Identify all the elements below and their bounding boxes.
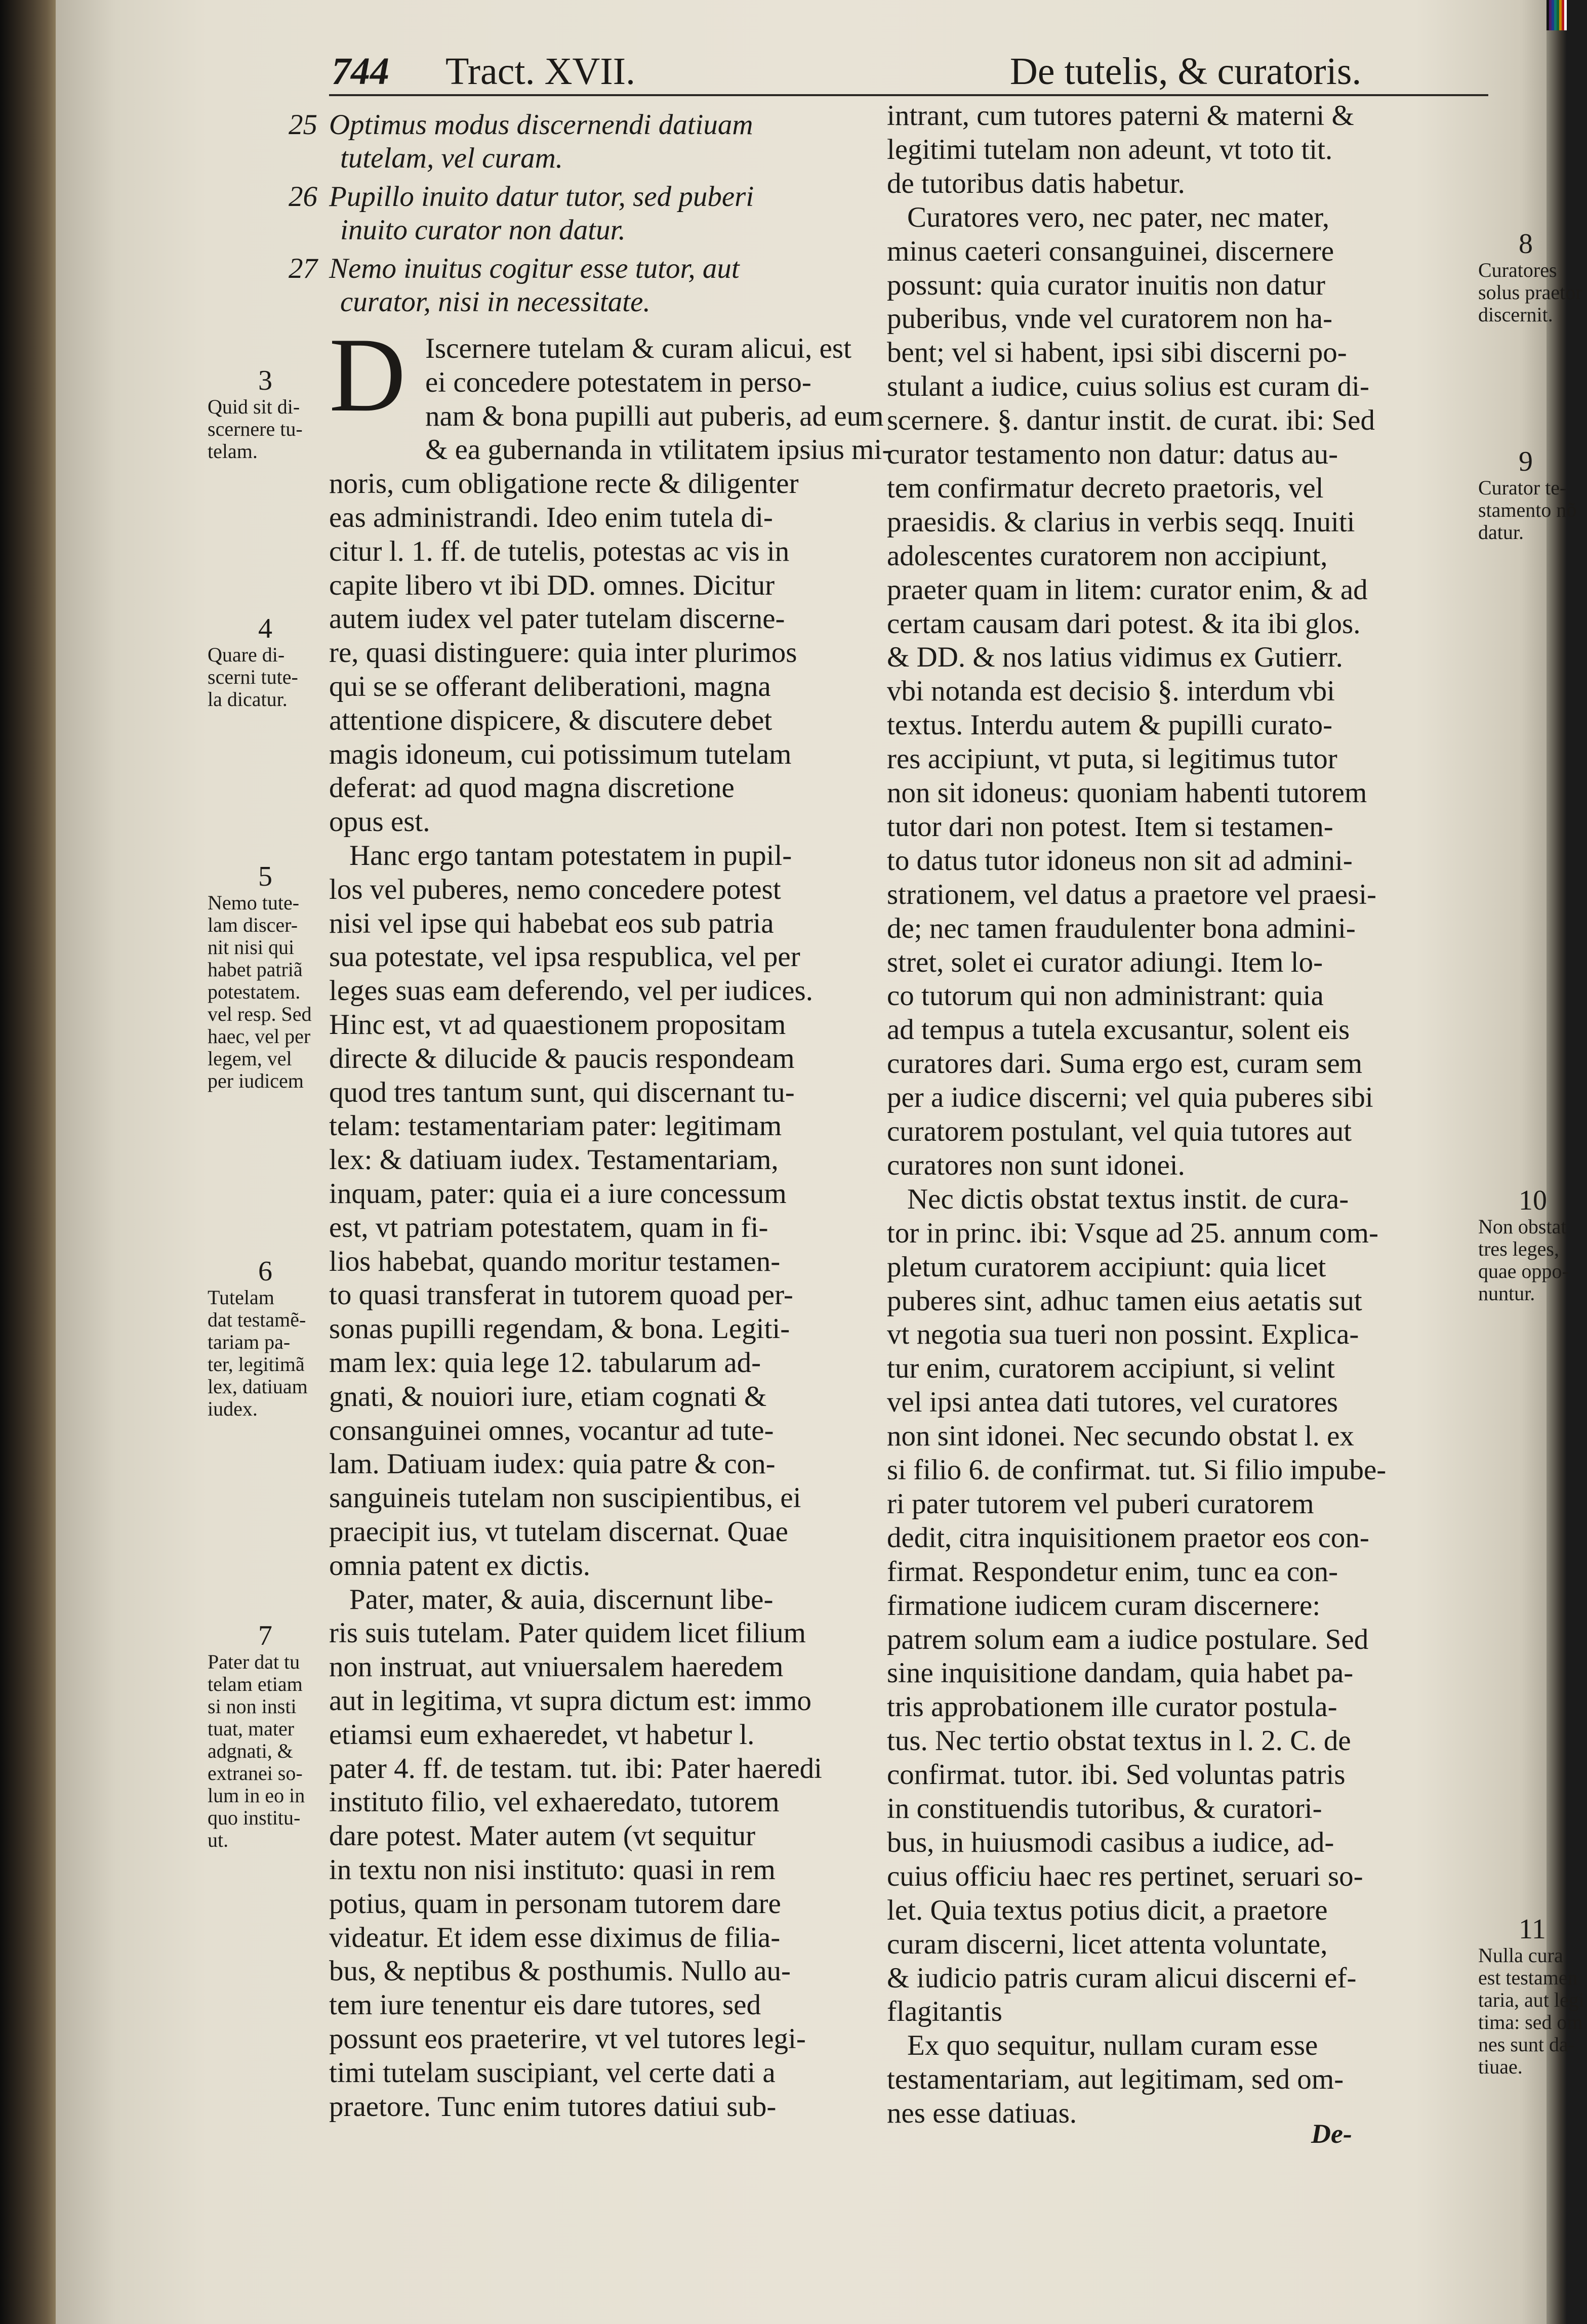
body-line: Hinc est, vt ad quaestionem propositam bbox=[329, 1009, 786, 1041]
body-line: ris suis tutelam. Pater quidem licet filium bbox=[329, 1617, 806, 1649]
margin-note-text bbox=[1478, 1216, 1569, 1305]
margin-note-line: potestatem. bbox=[208, 980, 301, 1003]
book-binding bbox=[0, 0, 56, 2324]
body-line: tus. Nec tertio obstat textus in l. 2. C. de bbox=[887, 1725, 1351, 1757]
body-line: intrant, cum tutores paterni & materni & bbox=[887, 100, 1354, 132]
summary-line: inuito curator non datur. bbox=[340, 214, 626, 246]
body-line: lam. Datiuam iudex: quia patre & con- bbox=[329, 1448, 776, 1480]
body-line: possunt: quia curator inuitis non datur bbox=[887, 269, 1325, 301]
body-line: citur l. 1. ff. de tutelis, potestas ac vis in bbox=[329, 535, 790, 567]
body-line: lios habebat, quando moritur testamen- bbox=[329, 1245, 781, 1277]
body-line: ri pater tutorem vel puberi curatorem bbox=[887, 1487, 1314, 1520]
body-line: non sint idonei. Nec secundo obstat l. ex bbox=[887, 1420, 1354, 1452]
margin-note-line: legem, vel bbox=[208, 1047, 292, 1070]
body-line: sanguineis tutelam non suscipientibus, ei bbox=[329, 1482, 801, 1514]
color-strip bbox=[1547, 0, 1567, 30]
margin-note-line: habet patriã bbox=[208, 958, 303, 981]
body-line: nam & bona pupilli aut puberis, ad eum bbox=[425, 400, 884, 432]
margin-note-text bbox=[1478, 1944, 1584, 2078]
drop-cap-initial: D bbox=[329, 316, 406, 434]
margin-note-line: Nulla cura bbox=[1478, 1944, 1563, 1967]
body-line: videatur. Et idem esse diximus de filia- bbox=[329, 1921, 781, 1954]
margin-note-line: stamento nõ bbox=[1478, 499, 1577, 521]
margin-note-number: 8 bbox=[1519, 228, 1533, 260]
body-line: ad tempus a tutela excusantur, solent eis bbox=[887, 1014, 1350, 1046]
margin-note-line: si non insti bbox=[208, 1695, 297, 1718]
margin-note-line: la dicatur. bbox=[208, 688, 288, 711]
margin-note-line: extranei so- bbox=[208, 1762, 303, 1784]
margin-note-line: dat testamẽ- bbox=[208, 1308, 306, 1331]
body-line: inquam, pater: quia ei a iure concessum bbox=[329, 1178, 787, 1210]
body-line: si filio 6. de confirmat. tut. Si filio impube- bbox=[887, 1454, 1387, 1486]
color-swatch bbox=[1564, 0, 1567, 30]
body-line: Pater, mater, & auia, discernunt libe- bbox=[349, 1583, 774, 1615]
body-line: possunt eos praeterire, vt vel tutores legi- bbox=[329, 2023, 806, 2055]
body-line: praecipit ius, vt tutelam discernat. Quae bbox=[329, 1516, 788, 1548]
summary-line: Optimus modus discernendi datiuam bbox=[329, 109, 753, 141]
body-line: curam discerni, licet attenta voluntate, bbox=[887, 1928, 1328, 1960]
margin-note-line: nes sunt da- bbox=[1478, 2033, 1575, 2056]
tractatus-heading: Tract. XVII. bbox=[445, 50, 636, 93]
body-line: qui se se offerant deliberationi, magna bbox=[329, 671, 771, 702]
margin-note-line: ut. bbox=[208, 1829, 229, 1851]
body-line: tor in princ. ibi: Vsque ad 25. annum com- bbox=[887, 1217, 1378, 1249]
body-line: dedit, citra inquisitionem praetor eos con- bbox=[887, 1521, 1369, 1554]
body-line: deferat: ad quod magna discretione bbox=[329, 772, 735, 804]
margin-note-line: lam discer- bbox=[208, 914, 298, 936]
summary-line: Pupillo inuito datur tutor, sed puberi bbox=[329, 181, 754, 213]
body-line: opus est. bbox=[329, 806, 430, 838]
body-line: to quasi transferat in tutorem quoad per- bbox=[329, 1279, 793, 1311]
body-line: vbi notanda est decisio §. interdum vbi bbox=[887, 675, 1335, 708]
margin-note-line: solus praetor bbox=[1478, 281, 1582, 304]
body-line: de tutoribus datis habetur. bbox=[887, 167, 1185, 199]
margin-note-text bbox=[208, 644, 298, 711]
body-line: & DD. & nos latius vidimus ex Gutierr. bbox=[887, 641, 1343, 674]
body-line: in constituendis tutoribus, & curatori- bbox=[887, 1793, 1322, 1824]
body-line: Ex quo sequitur, nullam curam esse bbox=[907, 2029, 1318, 2062]
body-line: vel ipsi antea dati tutores, vel curatores bbox=[887, 1386, 1338, 1419]
header-rule bbox=[329, 94, 1488, 96]
margin-note-text bbox=[1478, 477, 1576, 544]
page-number: 744 bbox=[332, 50, 389, 93]
body-line: magis idoneum, cui potissimum tutelam bbox=[329, 738, 792, 770]
body-line: pletum curatorem accipiunt: quia licet bbox=[887, 1251, 1326, 1283]
body-line: pater 4. ff. de testam. tut. ibi: Pater haeredi bbox=[329, 1752, 822, 1784]
margin-note-number: 6 bbox=[258, 1256, 272, 1287]
body-line: potius, quam in personam tutorem dare bbox=[329, 1887, 781, 1920]
left-column bbox=[289, 99, 962, 2124]
body-line: tem iure tenentur eis dare tutores, sed bbox=[329, 1989, 761, 2021]
margin-note-line: Curatores bbox=[1478, 259, 1557, 281]
margin-note-line: scerni tute- bbox=[208, 666, 298, 688]
body-line: praeter quam in litem: curator enim, & ad bbox=[887, 573, 1368, 606]
margin-note-number: 3 bbox=[258, 365, 272, 396]
margin-note-line: Quare di- bbox=[208, 643, 285, 666]
body-line: eas administrandi. Ideo enim tutela di- bbox=[329, 502, 773, 533]
body-line: patrem solum eam a iudice postulare. Sed bbox=[887, 1623, 1369, 1655]
margin-note-text bbox=[208, 396, 303, 463]
summary-number: 26 bbox=[289, 181, 317, 213]
body-line: bent; vel si habent, ipsi sibi discerni po- bbox=[887, 337, 1347, 369]
margin-note-line: est testamen bbox=[1478, 1966, 1578, 1989]
body-line: cuius officiu haec res pertinet, seruari so- bbox=[887, 1860, 1363, 1892]
margin-note-text bbox=[208, 1286, 308, 1420]
body-line: Curatores vero, nec pater, nec mater, bbox=[907, 201, 1330, 233]
margin-note-number: 9 bbox=[1519, 446, 1533, 477]
margin-note-line: quo institu- bbox=[208, 1806, 301, 1829]
body-line: aut in legitima, vt supra dictum est: immo bbox=[329, 1685, 812, 1717]
body-line: tur enim, curatorem accipiunt, si velint bbox=[887, 1352, 1335, 1385]
body-line: noris, cum obligatione recte & diligenter bbox=[329, 468, 799, 500]
margin-note-number: 7 bbox=[258, 1620, 272, 1651]
body-line: sonas pupilli regendam, & bona. Legiti- bbox=[329, 1313, 790, 1345]
margin-note-line: Nemo tute- bbox=[208, 891, 300, 914]
margin-note-line: haec, vel per bbox=[208, 1025, 311, 1048]
margin-note-number: 10 bbox=[1519, 1185, 1547, 1216]
margin-note-line: adgnati, & bbox=[208, 1739, 293, 1762]
margin-note-line: nuntur. bbox=[1478, 1282, 1535, 1305]
body-line: autem iudex vel pater tutelam discerne- bbox=[329, 603, 785, 635]
body-line: non sit idoneus: quoniam habenti tutorem bbox=[887, 777, 1367, 809]
body-line: curatores non sunt idonei. bbox=[887, 1149, 1185, 1181]
body-line: bus, in huiusmodi casibus a iudice, ad- bbox=[887, 1826, 1334, 1858]
margin-note-line: Curator te- bbox=[1478, 476, 1567, 499]
summary-line: curator, nisi in necessitate. bbox=[340, 286, 650, 318]
margin-note-line: lum in eo in bbox=[208, 1784, 305, 1807]
body-line: etiamsi eum exhaeredet, vt habetur l. bbox=[329, 1718, 755, 1751]
body-line: flagitantis bbox=[887, 1996, 1002, 2028]
body-line: mam lex: quia lege 12. tabularum ad- bbox=[329, 1347, 761, 1379]
margin-note-line: telam etiam bbox=[208, 1673, 303, 1695]
body-line: per a iudice discerni; vel quia puberes sibi bbox=[887, 1082, 1373, 1114]
body-line: dare potest. Mater autem (vt sequitur bbox=[329, 1820, 756, 1852]
margin-note-line: tres leges, bbox=[1478, 1237, 1559, 1260]
summary-line: tutelam, vel curam. bbox=[340, 142, 563, 174]
body-line: leges suas eam deferendo, vel per iudices. bbox=[329, 975, 813, 1007]
body-line: attentione dispicere, & discutere debet bbox=[329, 704, 772, 736]
body-line: de; nec tamen fraudulenter bona admini- bbox=[887, 912, 1356, 944]
body-line: puberibus, vnde vel curatorem non ha- bbox=[887, 303, 1333, 335]
margin-note-line: Quid sit di- bbox=[208, 395, 300, 418]
margin-note-line: ter, legitimã bbox=[208, 1353, 305, 1376]
margin-note-line: Non obstat bbox=[1478, 1215, 1567, 1238]
margin-note-number: 11 bbox=[1519, 1914, 1546, 1945]
body-line: est, vt patriam potestatem, quam in fi- bbox=[329, 1211, 768, 1243]
margin-note-line: discernit. bbox=[1478, 303, 1553, 326]
body-line: in textu non nisi instituto: quasi in rem bbox=[329, 1854, 776, 1886]
margin-note-text bbox=[208, 1651, 305, 1851]
body-line: nes esse datiuas. bbox=[887, 2097, 1077, 2130]
body-line: lex: & datiuam iudex. Testamentariam, bbox=[329, 1144, 779, 1176]
summary-line: Nemo inuitus cogitur esse tutor, aut bbox=[329, 253, 740, 284]
body-line: Hanc ergo tantam potestatem in pupil- bbox=[349, 840, 792, 872]
margin-note-line: tuat, mater bbox=[208, 1717, 295, 1740]
body-line: legitimi tutelam non adeunt, vt toto tit. bbox=[887, 133, 1333, 165]
body-line: stulant a iudice, cuius solius est curam di- bbox=[887, 370, 1369, 403]
margin-note-line: iudex. bbox=[208, 1397, 258, 1420]
body-line: Iscernere tutelam & curam alicui, est bbox=[425, 333, 851, 364]
body-line: adolescentes curatorem non accipiunt, bbox=[887, 540, 1328, 572]
right-column bbox=[887, 99, 1479, 2275]
body-line: strationem, vel datus a praetore vel praesi- bbox=[887, 878, 1377, 910]
running-title: De tutelis, & curatoris. bbox=[1010, 50, 1362, 93]
body-line: praetore. Tunc enim tutores datiui sub- bbox=[329, 2090, 777, 2123]
margin-note-line: telam. bbox=[208, 440, 258, 463]
margin-note-number: 5 bbox=[258, 861, 272, 892]
body-line: gnati, & nouiori iure, etiam cognati & bbox=[329, 1380, 767, 1413]
margin-note-text bbox=[1478, 259, 1582, 326]
body-line: & ea gubernanda in vtilitatem ipsius mi- bbox=[425, 434, 892, 466]
book-page bbox=[56, 0, 1584, 2324]
body-line: curator testamento non datur: datus au- bbox=[887, 438, 1338, 470]
body-line: non instruat, aut vniuersalem haeredem bbox=[329, 1651, 784, 1683]
margin-note-line: tima: sed om bbox=[1478, 2011, 1583, 2034]
margin-note-line: datur. bbox=[1478, 521, 1524, 544]
body-line: vt negotia sua tueri non possint. Explica- bbox=[887, 1318, 1359, 1351]
body-line: sua potestate, vel ipsa respublica, vel per bbox=[329, 941, 800, 973]
margin-note-text bbox=[208, 892, 312, 1092]
margin-note-line: vel resp. Sed bbox=[208, 1003, 312, 1025]
body-line: curatores dari. Suma ergo est, curam sem bbox=[887, 1048, 1363, 1080]
margin-note-line: nit nisi qui bbox=[208, 936, 295, 959]
margin-note-line: lex, datiuam bbox=[208, 1375, 308, 1398]
body-line: curatorem postulant, vel quia tutores aut bbox=[887, 1115, 1352, 1147]
body-line: minus caeteri consanguinei, discernere bbox=[887, 235, 1334, 267]
body-line: nisi vel ipse qui habebat eos sub patria bbox=[329, 907, 774, 939]
body-line: scernere. §. dantur instit. de curat. ibi: Sed bbox=[887, 404, 1375, 437]
margin-note-line: Tutelam bbox=[208, 1286, 274, 1309]
body-line: textus. Interdu autem & pupilli curato- bbox=[887, 709, 1333, 741]
body-line: sine inquisitione dandam, quia habet pa- bbox=[887, 1657, 1354, 1689]
body-line: bus, & neptibus & posthumis. Nullo au- bbox=[329, 1955, 791, 1987]
margin-note-line: Pater dat tu bbox=[208, 1650, 300, 1673]
body-line: instituto filio, vel exhaeredato, tutorem bbox=[329, 1786, 780, 1818]
body-line: re, quasi distinguere: quia inter plurimos bbox=[329, 637, 797, 669]
body-line: consanguinei omnes, vocantur ad tute- bbox=[329, 1414, 774, 1446]
body-line: to datus tutor idoneus non sit ad admini- bbox=[887, 844, 1353, 877]
body-line: praesidis. & clarius in verbis seqq. Inuiti bbox=[887, 506, 1355, 538]
body-line: tris approbationem ille curator postula- bbox=[887, 1691, 1337, 1723]
body-line: firmat. Respondetur enim, tunc ea con- bbox=[887, 1555, 1338, 1588]
body-line: Nec dictis obstat textus instit. de cura- bbox=[907, 1183, 1349, 1215]
margin-note-line: quae oppo- bbox=[1478, 1260, 1569, 1282]
summary-number: 27 bbox=[289, 253, 317, 284]
body-line: res accipiunt, vt puta, si legitimus tutor bbox=[887, 743, 1337, 775]
body-line: tutor dari non potest. Item si testamen- bbox=[887, 810, 1333, 843]
margin-note-number: 4 bbox=[258, 613, 272, 644]
body-line: firmatione iudicem curam discernere: bbox=[887, 1589, 1321, 1622]
margin-note-line: scernere tu- bbox=[208, 418, 303, 440]
margin-note-line: tiuae. bbox=[1478, 2055, 1523, 2078]
body-line: confirmat. tutor. ibi. Sed voluntas patris bbox=[887, 1759, 1346, 1791]
body-line: certam causam dari potest. & ita ibi glos. bbox=[887, 607, 1361, 640]
body-line: los vel puberes, nemo concedere potest bbox=[329, 873, 781, 905]
body-line: timi tutelam suscipiant, vel certe dati a bbox=[329, 2056, 776, 2089]
body-line: ei concedere potestatem in perso- bbox=[425, 366, 811, 398]
body-line: let. Quia textus potius dicit, a praetore bbox=[887, 1894, 1328, 1926]
catchword: De- bbox=[1311, 2119, 1352, 2149]
summary-number: 25 bbox=[289, 109, 317, 141]
body-line: stret, solet ei curator adiungi. Item lo- bbox=[887, 946, 1323, 978]
body-line: co tutorum qui non administrant: quia bbox=[887, 980, 1324, 1012]
body-line: tem confirmatur decreto praetoris, vel bbox=[887, 472, 1324, 504]
body-line: omnia patent ex dictis. bbox=[329, 1549, 591, 1582]
body-line: directe & dilucide & paucis respondeam bbox=[329, 1042, 795, 1074]
margin-note-line: taria, aut legi bbox=[1478, 1988, 1584, 2011]
body-line: testamentariam, aut legitimam, sed om- bbox=[887, 2063, 1344, 2096]
margin-note-line: tariam pa- bbox=[208, 1331, 291, 1353]
margin-note-line: per iudicem bbox=[208, 1069, 304, 1092]
body-line: telam: testamentariam pater: legitimam bbox=[329, 1110, 782, 1142]
body-line: & iudicio patris curam alicui discerni ef- bbox=[887, 1962, 1357, 1994]
body-line: puberes sint, adhuc tamen eius aetatis sut bbox=[887, 1284, 1362, 1317]
body-line: quod tres tantum sunt, qui discernant tu- bbox=[329, 1076, 795, 1108]
body-line: capite libero vt ibi DD. omnes. Dicitur bbox=[329, 569, 775, 601]
